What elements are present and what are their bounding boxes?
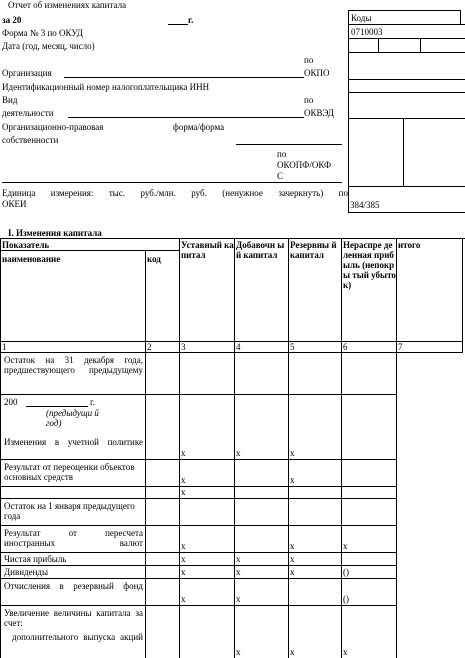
date-cell-divider-2 [420, 38, 421, 52]
col-sep-code-c3 [179, 238, 180, 352]
form-code: 0710003 [351, 27, 383, 37]
ownership-label-2: собственности [2, 135, 59, 145]
report-title: Отчет об изменениях капитала [8, 0, 127, 10]
codes-divider-6 [348, 118, 465, 119]
col-sep-name-code [145, 250, 146, 352]
row-name-reserve: Отчисления в резервный фонд [4, 581, 143, 591]
head-col3: Уставный капитал [181, 240, 234, 260]
head-code: код [147, 254, 161, 264]
row2-c4: х [236, 448, 241, 458]
row2-c3: х [181, 448, 186, 458]
row-name-increase-detail: дополнительного выпуска акций [12, 632, 143, 642]
col-num-2: 2 [147, 342, 152, 352]
row-sep-7 [0, 565, 397, 566]
codes-divider-2 [348, 38, 465, 39]
head-name: наименование [2, 254, 61, 264]
row-name-fx: Результат от пересчета иностранных валют [4, 528, 143, 548]
row9-c4: х [236, 594, 241, 604]
row6-c6: х [343, 541, 348, 551]
codes-box-top [348, 10, 460, 11]
inn-label: Идентификационный номер налогоплательщика ИНН [2, 82, 210, 92]
row7-c4: х [236, 554, 241, 564]
codes-divider-4 [348, 79, 465, 80]
col-num-5: 5 [290, 342, 295, 352]
codes-box-right-top [460, 10, 461, 24]
row-sep-8 [0, 578, 397, 579]
col-sep-c5-c6 [341, 238, 342, 352]
num-row-bottom [0, 352, 463, 353]
okei-code: 384/385 [350, 200, 380, 210]
table-left-border [0, 238, 1, 658]
row-year-underline [26, 406, 88, 407]
row9-c6: () [343, 594, 349, 604]
body-right-border [396, 352, 397, 658]
row7-c5: х [290, 554, 295, 564]
col-sep-c3-c4 [234, 238, 235, 352]
body-col-sep-1 [145, 352, 146, 658]
head-indicator: Показатель [2, 240, 50, 250]
date-label: Дата (год, месяц, число) [2, 41, 95, 51]
okopf-label: ОКОПФ/ОКФ [277, 160, 332, 170]
col-num-1: 1 [2, 342, 7, 352]
row-year-suffix: г. [90, 397, 95, 407]
activity-field[interactable] [68, 117, 304, 118]
row-name-net-profit: Чистая прибыль [4, 554, 67, 564]
organization-label: Организация [2, 68, 52, 78]
okei-label: ОКЕИ [2, 199, 27, 209]
row-name-dividends: Дивиденды [4, 567, 49, 577]
okopf-cell-divider [403, 118, 404, 186]
codes-divider-1 [348, 24, 465, 25]
row-sep-5 [0, 525, 397, 526]
okpo-label: ОКПО [304, 68, 330, 78]
period-suffix: г. [188, 15, 194, 25]
col-sep-c4-c5 [288, 238, 289, 352]
codes-divider-5 [348, 92, 465, 93]
head-col6: Нераспре деленная прибыль (непокры тый убыток) [343, 240, 396, 290]
row3-c5: х [290, 475, 295, 485]
head-col4: Добавочн ый капитал [236, 240, 285, 260]
row-sep-6 [0, 552, 397, 553]
row6-c5: х [290, 541, 295, 551]
row8-c6: () [343, 567, 349, 577]
num-row-top [0, 341, 463, 342]
table-right-border-head [462, 238, 463, 352]
legal-form-label: Организационно-правовая [2, 122, 104, 132]
body-col-sep-4 [288, 352, 289, 658]
activity-label: деятельности [2, 108, 54, 118]
row8-c3: х [181, 567, 186, 577]
row3-c3: х [181, 475, 186, 485]
period-underline [168, 24, 188, 25]
row4-c3: х [181, 487, 186, 497]
row6-c3: х [181, 541, 186, 551]
row-name-revaluation: Результат от переоценки объектов основных средств [4, 462, 135, 482]
unit-label: Единица измерения: тыс. руб./млн. руб. (ненужное зачеркнуть) по [2, 188, 348, 198]
row2-c5: х [290, 448, 295, 458]
ownership-label: форма/форма [173, 122, 225, 132]
codes-box-bottom [348, 212, 465, 213]
vid-label: Вид [2, 95, 18, 105]
okopf-label-2: С [277, 171, 284, 181]
row8-c5: х [290, 567, 295, 577]
body-col-sep-3 [234, 352, 235, 658]
col-num-3: 3 [181, 342, 186, 352]
organization-field[interactable] [64, 77, 304, 78]
date-cell-divider-1 [378, 38, 379, 52]
body-col-sep-2 [179, 352, 180, 658]
row-sep-2 [0, 459, 397, 460]
section-title: I. Изменения капитала [8, 228, 102, 238]
row10-c4: х [236, 647, 241, 657]
ownership-field[interactable] [2, 182, 342, 183]
codes-divider-7 [348, 186, 465, 187]
row-name-policy-change: Изменения в учетной политике [4, 437, 143, 447]
po-label-3: по [277, 149, 287, 159]
head-col5: Резервны й капитал [290, 240, 337, 260]
codes-box-left [348, 10, 349, 212]
col-sep-c6-c7 [396, 238, 397, 352]
codes-divider-3 [348, 52, 465, 53]
row-year-label: 200 [4, 397, 18, 407]
body-col-sep-5 [341, 352, 342, 658]
row-sep-9 [0, 605, 397, 606]
col-num-6: 6 [343, 342, 348, 352]
legal-form-field[interactable] [236, 144, 342, 145]
row-sep-4 [0, 498, 397, 499]
row-sep-3 [0, 486, 397, 487]
col-num-7: 7 [398, 342, 403, 352]
row-sep-1 [0, 394, 397, 395]
row9-c3: х [181, 594, 186, 604]
okved-label: ОКВЭД [304, 108, 334, 118]
row10-c6: х [343, 647, 348, 657]
po-label-1: по [304, 55, 314, 65]
row-name-increase: Увеличение величины капитала за счет: [4, 608, 143, 628]
head-col7: итого [398, 240, 421, 250]
row-year-hint: (предыдущи й год) [46, 408, 99, 428]
row8-c4: х [236, 567, 241, 577]
row-name-balance-prior: Остаток на 31 декабря года, предшествующего предыдущему [4, 355, 143, 375]
row-name-balance-jan1: Остаток на 1 января предыдущего года [4, 501, 135, 521]
form-label: Форма № 3 по ОКУД [2, 28, 83, 38]
row7-c3: х [181, 554, 186, 564]
col-num-4: 4 [236, 342, 241, 352]
period-prefix: за 20 [2, 15, 22, 25]
head-indicator-divider [0, 250, 179, 251]
row10-c5: х [290, 647, 295, 657]
codes-header: Коды [351, 13, 372, 23]
po-label-2: по [304, 95, 314, 105]
